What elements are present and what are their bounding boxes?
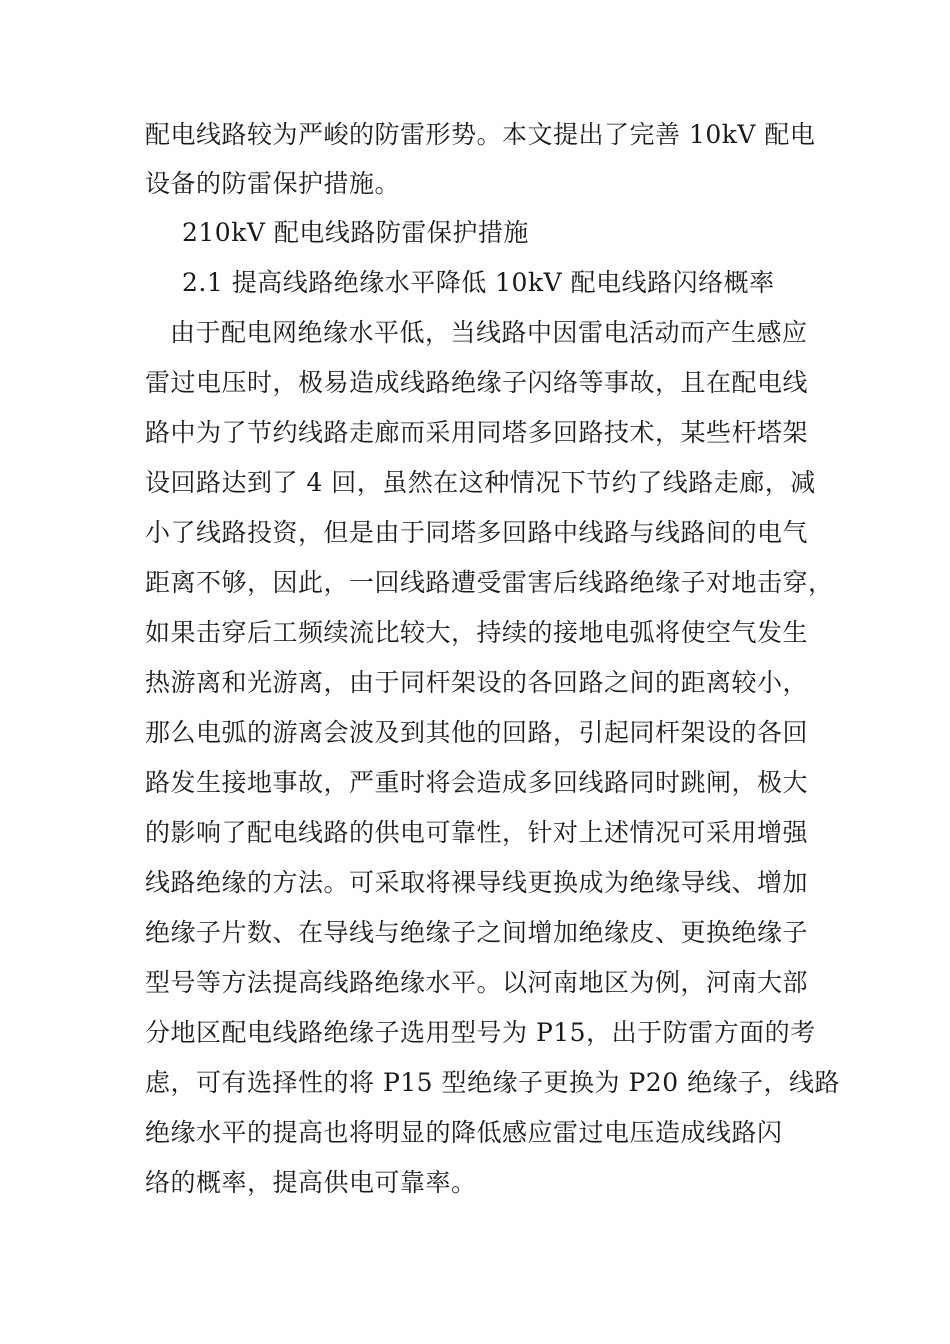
body-text-line: 距离不够，因此，一回线路遭受雷害后线路绝缘子对地击穿，: [145, 568, 834, 597]
body-text-line: 型号等方法提高线路绝缘水平。以河南地区为例，河南大部: [145, 968, 809, 997]
body-text-line: 路发生接地事故，严重时将会造成多回线路同时跳闸，极大: [145, 768, 809, 797]
paragraph-first-line: 由于配电网绝缘水平低，当线路中因雷电活动而产生感应: [170, 318, 808, 347]
body-text-line: 分地区配电线路绝缘子选用型号为 P15，出于防雷方面的考: [145, 1018, 816, 1047]
subsection-heading: 2.1 提高线路绝缘水平降低 10kV 配电线路闪络概率: [182, 268, 775, 297]
body-text-line: 虑，可有选择性的将 P15 型绝缘子更换为 P20 绝缘子，线路: [145, 1068, 841, 1097]
body-text-line: 小了线路投资，但是由于同塔多回路中线路与线路间的电气: [145, 518, 809, 547]
body-text-line: 络的概率，提高供电可靠率。: [145, 1168, 477, 1197]
body-text-line: 设备的防雷保护措施。: [145, 169, 401, 198]
body-text-line: 那么电弧的游离会波及到其他的回路，引起同杆架设的各回: [145, 718, 809, 747]
body-text-line: 绝缘子片数、在导线与绝缘子之间增加绝缘皮、更换绝缘子: [145, 918, 809, 947]
body-text-line: 配电线路较为严峻的防雷形势。本文提出了完善 10kV 配电: [145, 120, 816, 149]
body-text-line: 如果击穿后工频续流比较大，持续的接地电弧将使空气发生: [145, 618, 809, 647]
body-text-line: 雷过电压时，极易造成线路绝缘子闪络等事故，且在配电线: [145, 368, 809, 397]
section-heading: 210kV 配电线路防雷保护措施: [182, 218, 529, 247]
body-text-line: 设回路达到了 4 回，虽然在这种情况下节约了线路走廊，减: [145, 468, 816, 497]
body-text-line: 热游离和光游离，由于同杆架设的各回路之间的距离较小，: [145, 668, 809, 697]
body-text-line: 的影响了配电线路的供电可靠性，针对上述情况可采用增强: [145, 818, 809, 847]
body-text-line: 线路绝缘的方法。可采取将裸导线更换成为绝缘导线、增加: [145, 868, 809, 897]
body-text-line: 路中为了节约线路走廊而采用同塔多回路技术，某些杆塔架: [145, 418, 809, 447]
body-text-line: 绝缘水平的提高也将明显的降低感应雷过电压造成线路闪: [145, 1118, 783, 1147]
